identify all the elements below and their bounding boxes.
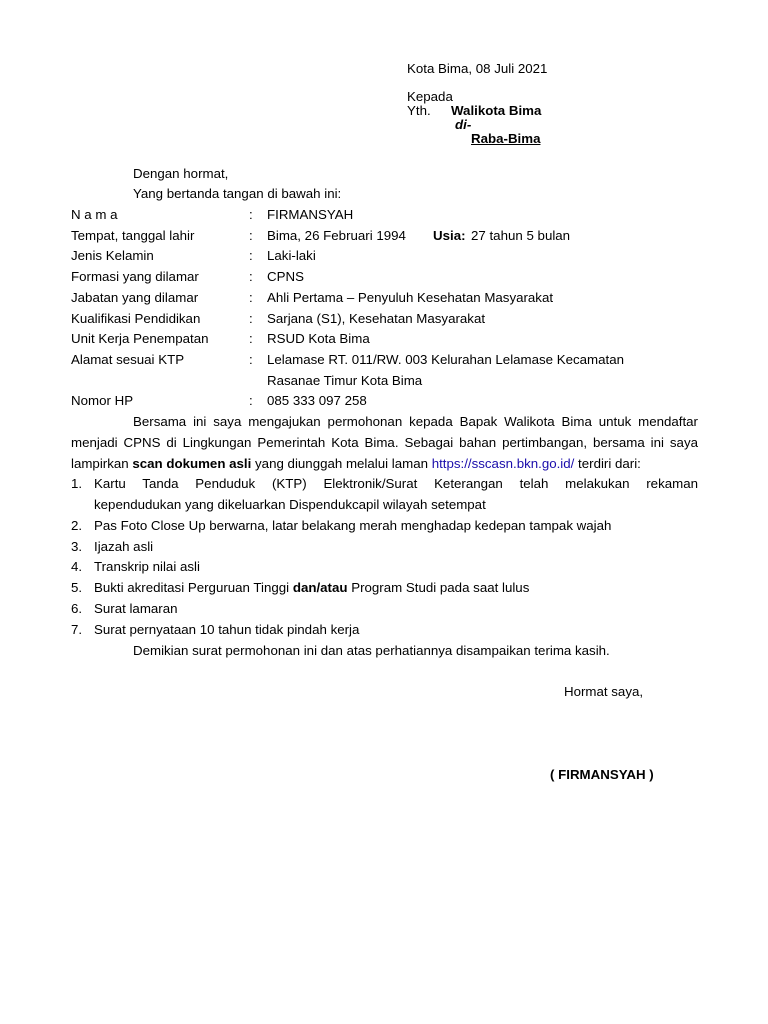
body-line-1: Bersama ini saya mengajukan permohonan kepada Bapak Walikota Bima untuk mendaftar	[133, 414, 698, 429]
field-colon: :	[249, 393, 253, 408]
field-colon: :	[249, 331, 253, 346]
list-item-4: Transkrip nilai asli	[94, 559, 200, 574]
list-number: 6.	[71, 601, 83, 616]
field-value-ttl: Bima, 26 Februari 1994	[267, 228, 406, 243]
di-label: di-	[455, 117, 472, 132]
list-item-7: Surat pernyataan 10 tahun tidak pindah kerja	[94, 622, 360, 637]
field-value-jk: Laki-laki	[267, 248, 316, 263]
scan-dokumen-emphasis: scan dokumen asli	[132, 456, 252, 471]
recipient: Walikota Bima	[451, 103, 542, 118]
closing-sentence: Demikian surat permohonan ini dan atas perhatiannya disampaikan terima kasih.	[133, 643, 610, 658]
field-colon: :	[249, 207, 253, 222]
place-date: Kota Bima, 08 Juli 2021	[407, 61, 548, 76]
field-label-hp: Nomor HP	[71, 393, 134, 408]
list-item-5-a: Bukti akreditasi Perguruan Tinggi	[94, 580, 293, 595]
field-value-jabatan: Ahli Pertama – Penyuluh Kesehatan Masyarakat	[267, 290, 554, 305]
list-item-6: Surat lamaran	[94, 601, 178, 616]
list-item-3: Ijazah asli	[94, 539, 154, 554]
list-number: 1.	[71, 476, 83, 491]
list-item-5-c: Program Studi pada saat lulus	[347, 580, 530, 595]
list-number: 4.	[71, 559, 83, 574]
list-item-5	[94, 581, 529, 594]
field-value-hp: 085 333 097 258	[267, 393, 367, 408]
field-label-ttl: Tempat, tanggal lahir	[71, 228, 195, 243]
list-number: 5.	[71, 580, 83, 595]
field-label-alamat: Alamat sesuai KTP	[71, 352, 185, 367]
field-colon: :	[249, 269, 253, 284]
field-value-unit: RSUD Kota Bima	[267, 331, 370, 346]
usia-label: Usia:	[433, 228, 466, 243]
field-value-alamat-1: Lelamase RT. 011/RW. 003 Kelurahan Lelamase Kecamatan	[267, 352, 625, 367]
recipient-location: Raba-Bima	[471, 131, 541, 146]
field-label-unit: Unit Kerja Penempatan	[71, 331, 209, 346]
field-label-jk: Jenis Kelamin	[71, 248, 154, 263]
field-value-alamat-2: Rasanae Timur Kota Bima	[267, 373, 423, 388]
regards: Hormat saya,	[564, 684, 644, 699]
body-line-3	[71, 457, 641, 470]
field-colon: :	[249, 290, 253, 305]
body-line-3-c: yang diunggah melalui laman	[251, 456, 432, 471]
field-colon: :	[249, 248, 253, 263]
list-number: 2.	[71, 518, 83, 533]
intro: Yang bertanda tangan di bawah ini:	[133, 186, 342, 201]
list-number: 7.	[71, 622, 83, 637]
usia-value: 27 tahun 5 bulan	[471, 228, 571, 243]
field-label-kualifikasi: Kualifikasi Pendidikan	[71, 311, 201, 326]
dan-atau-emphasis: dan/atau	[292, 580, 348, 595]
field-value-kualifikasi: Sarjana (S1), Kesehatan Masyarakat	[267, 311, 486, 326]
body-line-3-a: lampirkan	[71, 456, 133, 471]
list-number: 3.	[71, 539, 83, 554]
kepada-label: Kepada	[407, 89, 453, 104]
signatory-name: ( FIRMANSYAH )	[550, 767, 654, 782]
field-colon: :	[249, 228, 253, 243]
list-item-2: Pas Foto Close Up berwarna, latar belakang merah menghadap kedepan tampak wajah	[94, 518, 612, 533]
field-colon: :	[249, 311, 253, 326]
list-item-1-line-1: Kartu Tanda Penduduk (KTP) Elektronik/Surat Keterangan telah melakukan rekaman	[94, 476, 698, 491]
field-value-nama: FIRMANSYAH	[267, 207, 354, 222]
sscasn-link[interactable]: https://sscasn.bkn.go.id/	[431, 456, 575, 471]
field-label-jabatan: Jabatan yang dilamar	[71, 290, 199, 305]
greeting: Dengan hormat,	[133, 166, 229, 181]
field-value-formasi: CPNS	[267, 269, 304, 284]
body-line-2: menjadi CPNS di Lingkungan Pemerintah Kota Bima. Sebagai bahan pertimbangan, bersama ini saya	[71, 435, 698, 450]
yth-label: Yth.	[407, 103, 431, 118]
body-line-3-d: terdiri dari:	[574, 456, 641, 471]
list-item-1-line-2: kependudukan yang dikeluarkan Dispendukcapil wilayah setempat	[94, 497, 486, 512]
field-label-formasi: Formasi yang dilamar	[71, 269, 199, 284]
field-colon: :	[249, 352, 253, 367]
field-label-nama: N a m a	[71, 207, 118, 222]
